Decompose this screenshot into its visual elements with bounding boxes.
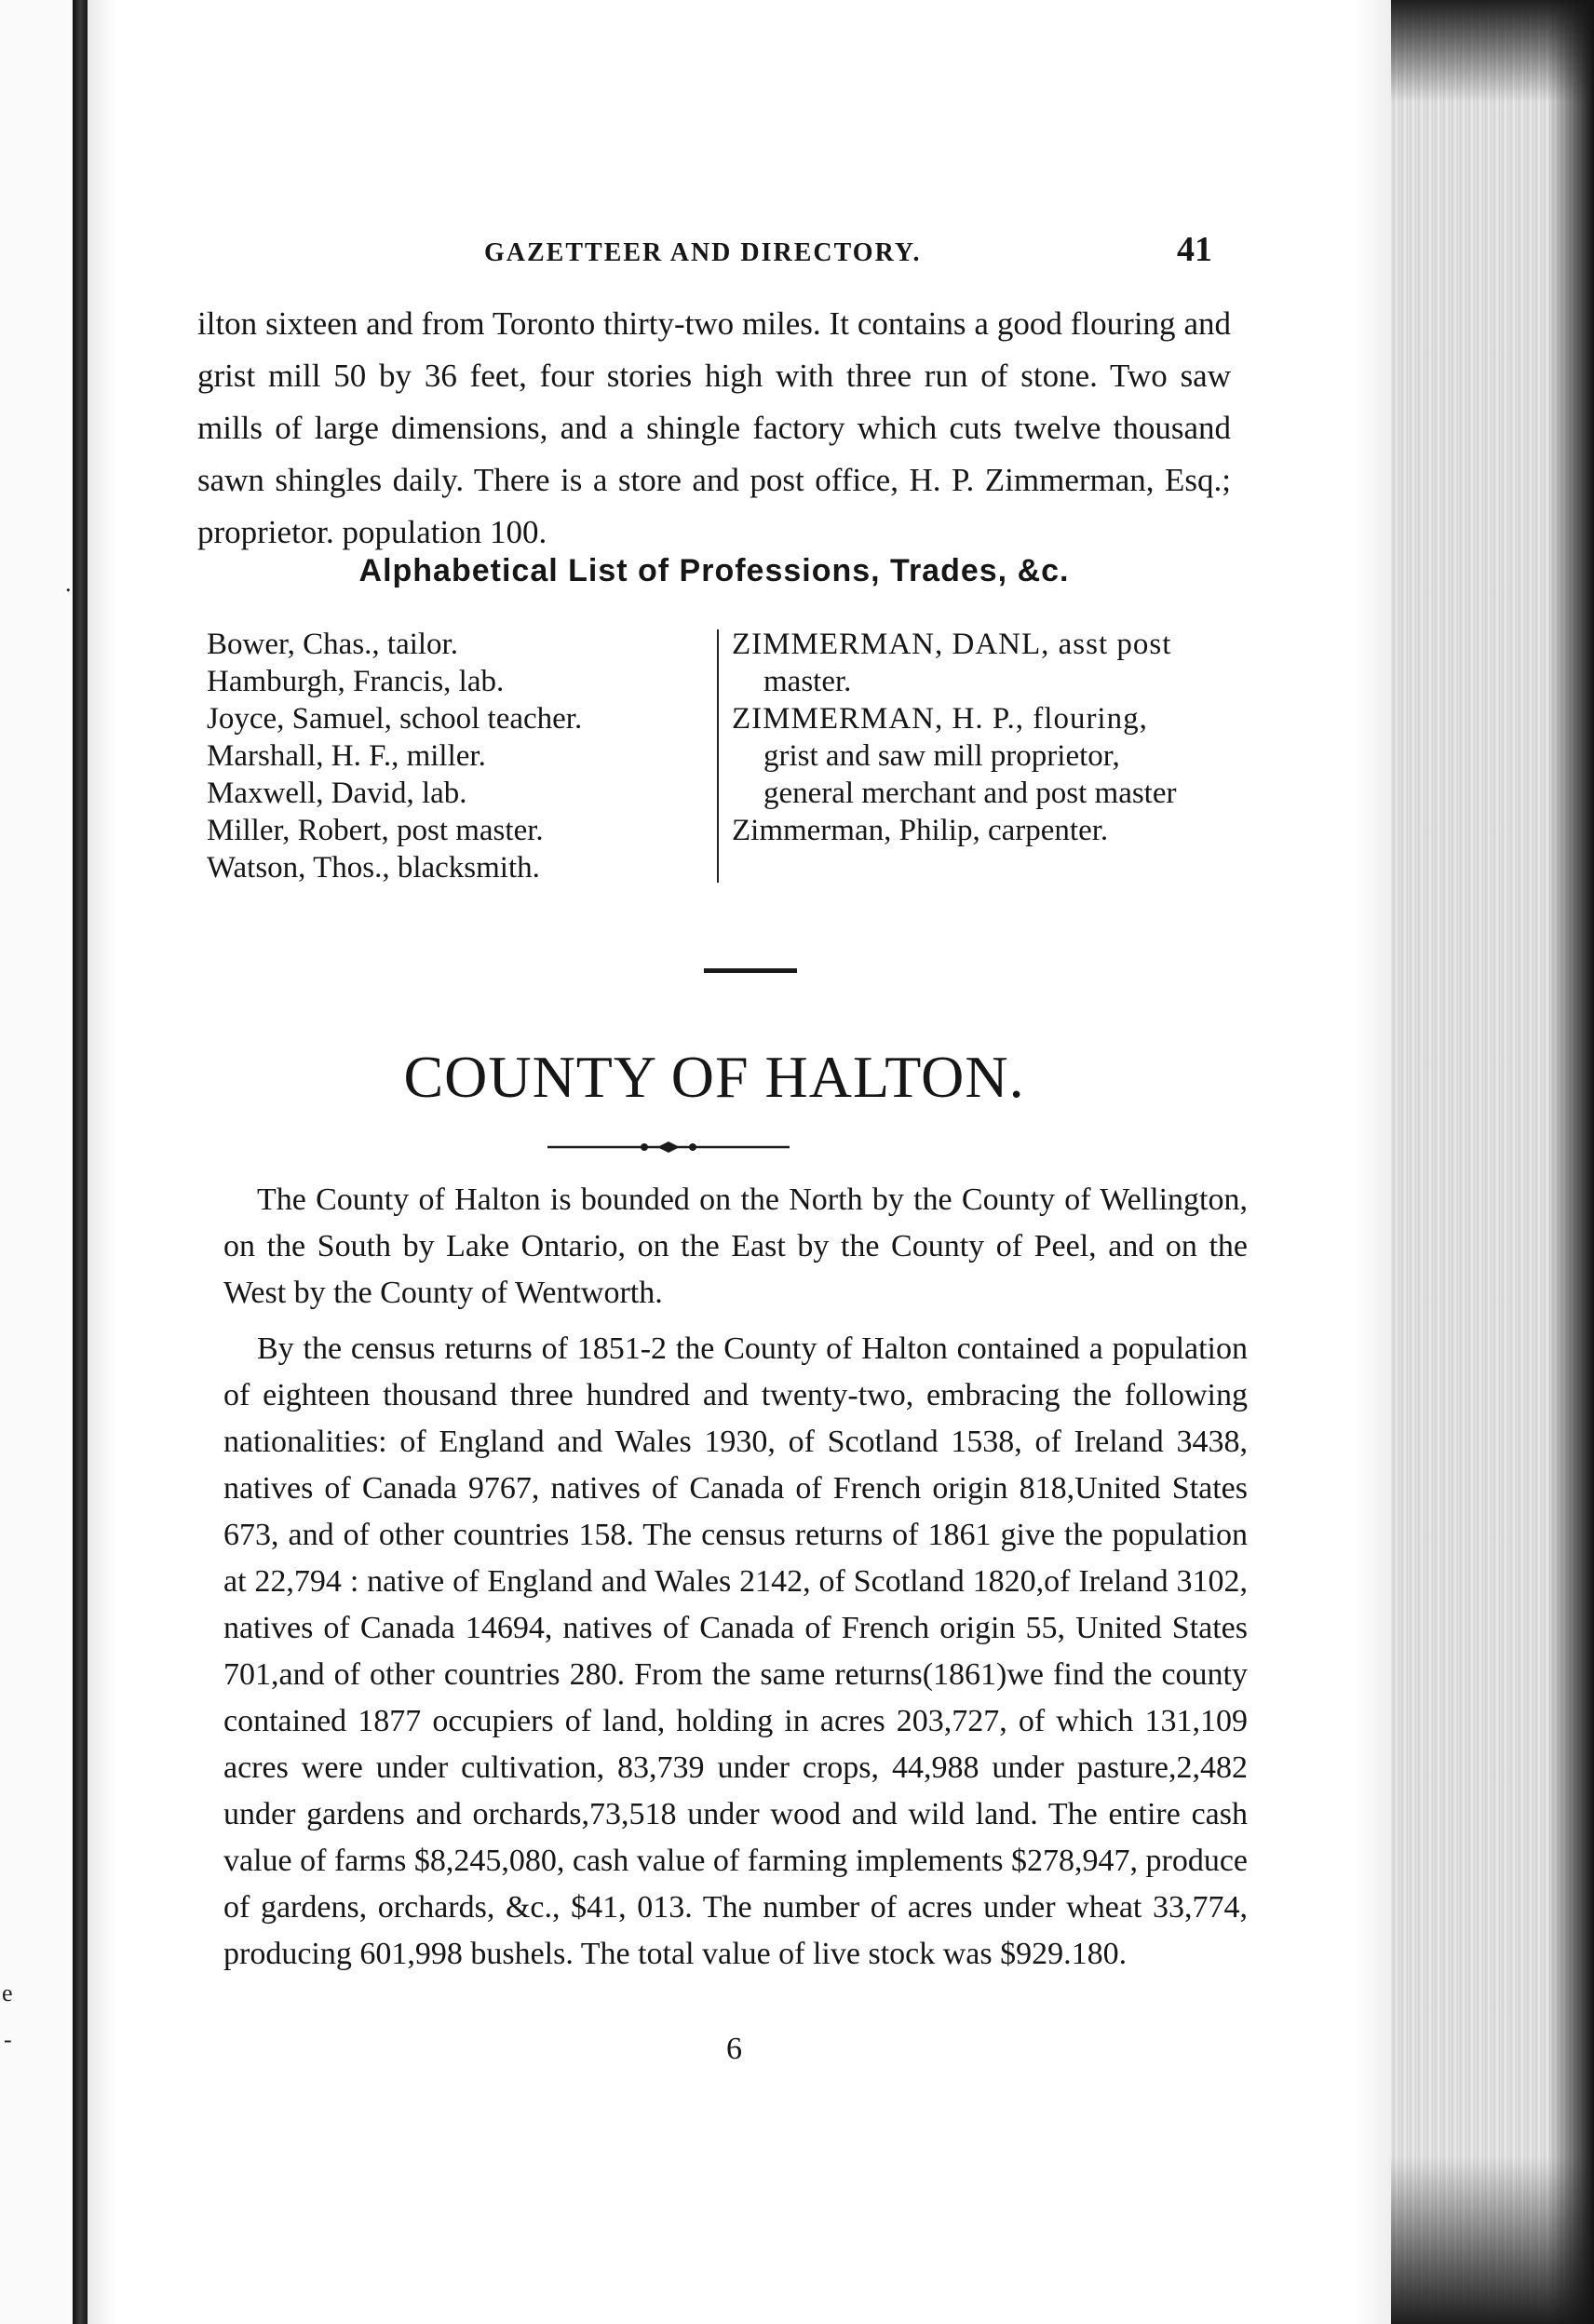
title-ornament	[547, 1138, 790, 1156]
directory-left-column	[207, 626, 709, 886]
directory-entry: Bower, Chas., tailor.	[207, 628, 458, 661]
directory-entry: ZIMMERMAN, H. P., flouring,	[732, 702, 1148, 736]
directory-list	[207, 626, 1240, 886]
running-head: GAZETTEER AND DIRECTORY.	[484, 238, 922, 267]
book-spine	[73, 0, 88, 2324]
directory-entry: Zimmerman, Philip, carpenter.	[732, 814, 1109, 847]
page-number: 41	[1177, 230, 1212, 269]
section-rule	[704, 968, 797, 973]
directory-entry: Maxwell, David, lab.	[207, 777, 467, 810]
intro-paragraph: ilton sixteen and from Toronto thirty-two miles. It contains a good flouring and grist mill 50 by 36 feet, four stories high with three run of stone. Two saw mills of large dimensions, and a shingle factory which cuts twelve thousand sawn shingles daily. There is a store and post office, H. P. Zimmerman, Esq.; proprietor. population 100.	[197, 305, 1231, 550]
left-page-fragment: .	[65, 570, 72, 597]
directory-entry-continuation: general merchant and post master	[763, 777, 1177, 810]
left-page-fragments	[0, 0, 74, 2324]
directory-right-column	[732, 626, 1253, 849]
column-divider	[717, 629, 719, 883]
directory-entry: Joyce, Samuel, school teacher.	[207, 702, 583, 736]
directory-entry: Marshall, H. F., miller.	[207, 739, 486, 773]
census-paragraph: By the census returns of 1851-2 the County of Halton contained a population of eighteen thousand three hundred and twenty-two, embracing the following nationalities: of England and Wales 1930, of Scotland 1538, of Ireland 3438, natives of Canada 9767, natives of Canada of French origin 818,United States 673, and of other countries 158. The census returns of 1861 give the population at 22,794 : native of England and Wales 2142, of Scotland 1820,of Ireland 3102, natives of Canada 14694, natives of Canada of French origin 55, United States 701,and of other countries 280. From the same returns(1861)we find the county contained 1877 occupiers of land, holding in acres 203,727, of which 131,109 acres were under cultivation, 83,739 under crops, 44,988 under pasture,2,482 under gardens and orchards,73,518 under wood and wild land. The entire cash value of farms $8,245,080, cash value of farming implements $278,947, produce of gardens, orchards, &c., $41, 013. The number of acres under wheat 33,774, producing 601,998 bushels. The total value of live stock was $929.180.	[223, 1331, 1249, 1971]
signature-mark: 6	[726, 2032, 742, 2066]
directory-entry: Miller, Robert, post master.	[207, 814, 544, 847]
directory-entry: Hamburgh, Francis, lab.	[207, 665, 505, 698]
directory-entry-continuation: master.	[763, 665, 852, 698]
directory-entry: ZIMMERMAN, DANL, asst post	[732, 628, 1172, 661]
page-fore-edge	[1391, 0, 1594, 2324]
boundary-paragraph: The County of Halton is bounded on the North by the County of Wellington, on the South by Lake Ontario, on the East by the County of Peel, and on the West by the County of Wentworth.	[223, 1182, 1248, 1310]
left-page-fragment: e	[2, 1979, 13, 2006]
directory-entry-continuation: grist and saw mill proprietor,	[763, 739, 1120, 773]
left-page-fragment: -	[4, 2026, 12, 2053]
directory-heading: Alphabetical List of Professions, Trades, &c.	[358, 553, 1070, 588]
county-title: COUNTY OF HALTON.	[403, 1044, 1025, 1110]
directory-entry: Watson, Thos., blacksmith.	[207, 851, 540, 885]
